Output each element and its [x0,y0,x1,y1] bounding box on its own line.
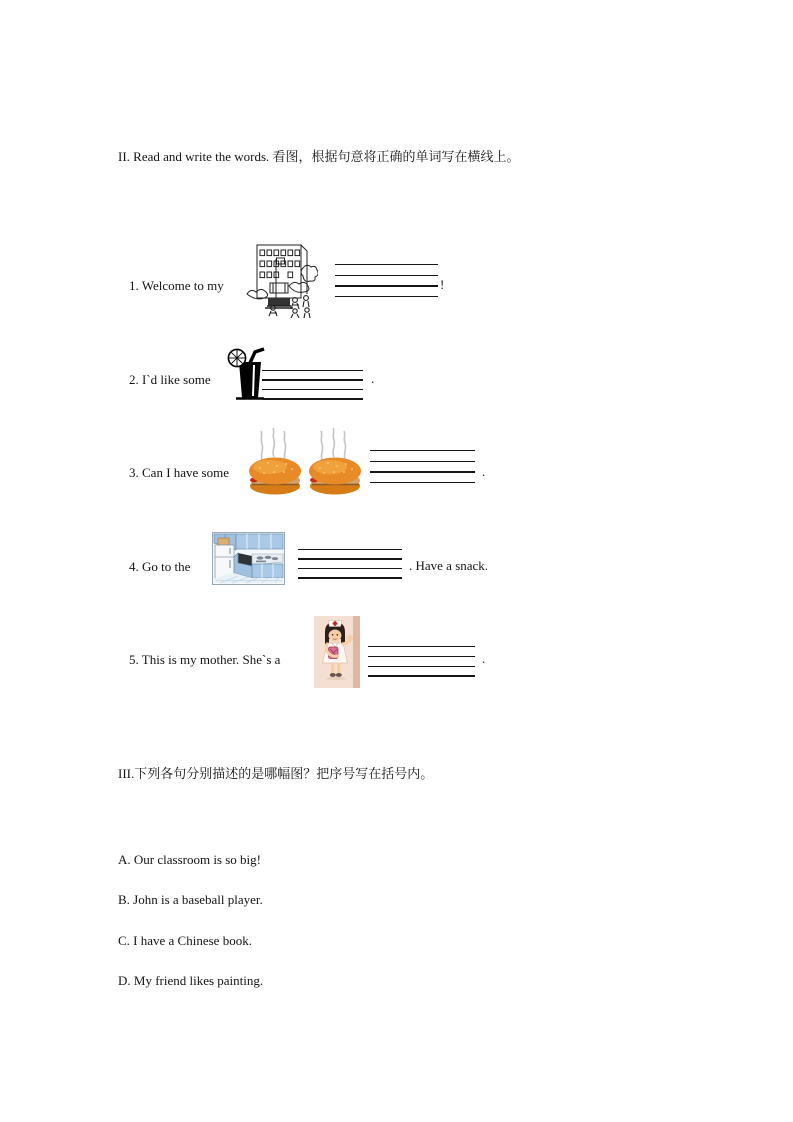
item-3-text: 3. Can I have some [129,465,230,480]
blank-line [370,482,475,483]
option-d: D. My friend likes painting. [118,973,264,988]
blank-line [368,675,475,676]
item-1-text: 1. Welcome to my [129,278,224,293]
item-4-text: 4. Go to the [129,559,191,574]
blank-line [368,666,475,667]
blank-line [298,549,402,550]
answer-blanks-2 [262,370,363,408]
blank-line [262,379,363,380]
blank-line [335,275,438,276]
answer-blanks-4 [298,549,402,587]
item-2-text: 2. I`d like some [129,372,211,387]
item-3-suffix: . [482,464,486,479]
nurse-illustration [314,616,360,688]
blank-line [335,296,438,297]
option-a: A. Our classroom is so big! [118,852,261,867]
kitchen-illustration [212,532,285,585]
blank-line [298,568,402,569]
blank-line [370,471,475,472]
answer-blanks-1 [335,264,438,306]
item-4-suffix: . Have a snack. [409,558,489,573]
blank-line [368,656,475,657]
blank-line [368,646,475,647]
item-2-suffix: . [371,371,375,386]
section-ii-heading: II. Read and write the words. 看图，根据句意将正确的单词写在横线上。 [118,149,520,164]
blank-line [262,398,363,399]
hamburgers-illustration [248,426,363,498]
item-5-text: 5. This is my mother. She`s a [129,652,281,667]
item-1-suffix: ! [440,277,445,292]
blank-line [262,389,363,390]
blank-line [298,558,402,559]
answer-blanks-5 [368,646,475,685]
section-iii-heading: III.下列各句分别描述的是哪幅图？把序号写在括号内。 [118,766,434,781]
blank-line [298,577,402,578]
item-5-suffix: . [482,651,486,666]
school-building-illustration [243,242,318,320]
blank-line [262,370,363,371]
option-c: C. I have a Chinese book. [118,933,252,948]
juice-drink-illustration [227,346,267,401]
blank-line [370,450,475,451]
option-b: B. John is a baseball player. [118,892,263,907]
blank-line [335,285,438,286]
blank-line [370,461,475,462]
answer-blanks-3 [370,450,475,492]
blank-line [335,264,438,265]
